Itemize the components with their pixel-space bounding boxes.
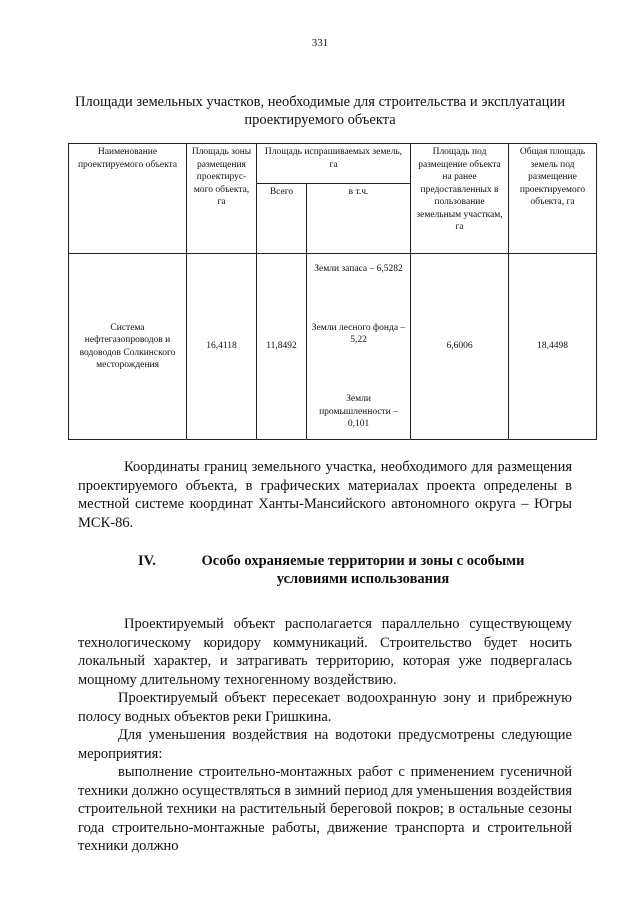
cell-zone-area: 16,4118 — [187, 254, 257, 440]
coordinates-text: Координаты границ земельного участка, необходимого для размещения проектируемого объекта, в графических материалах проекта определены в местной системе координат Ханты-Мансийского автономного округа – Югры МСК-86. — [78, 459, 572, 531]
cell-reserve-land: Земли запаса – 6,5282 — [314, 263, 403, 274]
coordinates-paragraph — [78, 458, 572, 532]
header-zone-area: Площадь зоны размещения проектирус-мого объекта, га — [187, 144, 257, 254]
cell-total: 11,8492 — [257, 254, 307, 440]
document-title: Площади земельных участков, необходимые для строительства и эксплуатации проектируемого объекта — [75, 94, 565, 128]
paragraph: выполнение строительно-монтажных работ с применением гусеничной техники должно осуществляться в зимний период для уменьшения воздействия строительной техники на растительный береговой покров; в остальные сезоны года строительно-монтажные работы, движение транспорта и строительной техники должно — [78, 764, 572, 854]
header-previous-area: Площадь под размещение объекта на ранее предоставленных в пользование земельным участкам, га — [411, 144, 509, 254]
header-object-name: Наименование проектируемого объекта — [69, 144, 187, 254]
header-including: в т.ч. — [307, 184, 411, 254]
header-total: Всего — [257, 184, 307, 254]
paragraph: Для уменьшения воздействия на водотоки предусмотрены следующие мероприятия: — [78, 727, 572, 762]
section-number: IV. — [138, 553, 156, 569]
header-total-area: Общая площадь земель под размещение проектируемого объекта, га — [509, 144, 597, 254]
header-requested-area: Площадь испрашиваемых земель, га — [257, 144, 411, 184]
cell-total-area: 18,4498 — [509, 254, 597, 440]
cell-previous-area: 6,6006 — [411, 254, 509, 440]
section-title: Особо охраняемые территории и зоны с особыми условиями использования — [201, 553, 525, 587]
paragraph: Проектируемый объект располагается параллельно существующему технологическому коридору коммуникаций. Строительство будет носить локальный характер, и затрагивать территорию, которая уже подвергалась мощному длительному техногенному воздействию. — [78, 616, 572, 688]
cell-including — [307, 254, 411, 440]
cell-forest-land: Земли лесного фонда – 5,22 — [311, 322, 406, 345]
section-heading — [70, 552, 570, 588]
page-number: 331 — [311, 37, 329, 49]
cell-object-name: Система нефтегазопроводов и водоводов Солкинского месторождения — [69, 254, 187, 440]
section-body — [78, 615, 572, 856]
paragraph: Проектируемый объект пересекает водоохранную зону и прибрежную полосу водных объектов реки Гришкина. — [78, 690, 572, 725]
cell-industry-land: Земли промышленности – 0,101 — [319, 394, 398, 429]
land-area-table — [68, 143, 597, 440]
